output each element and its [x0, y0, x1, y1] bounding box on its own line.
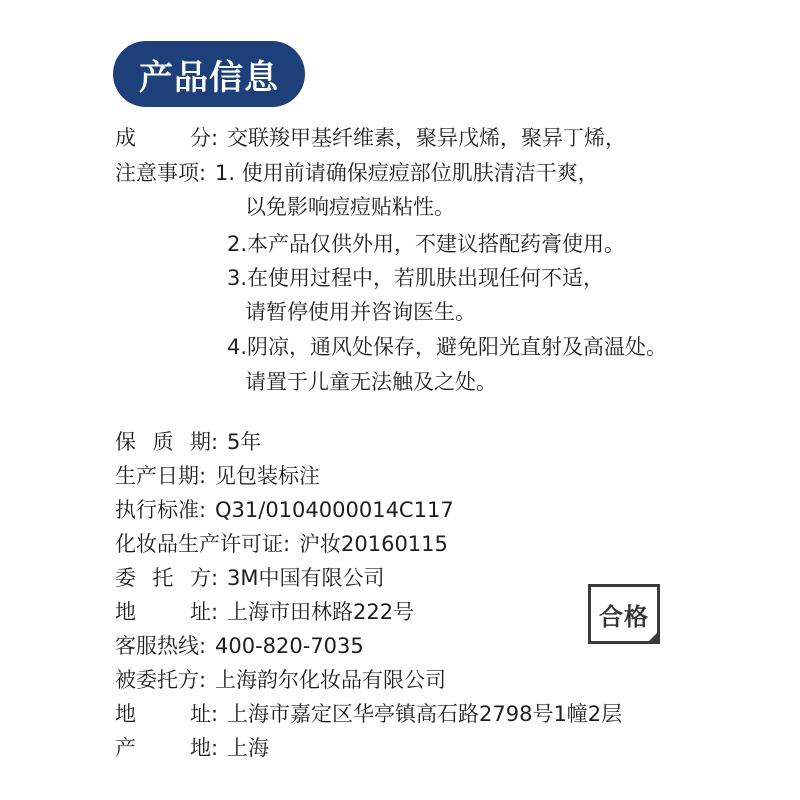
label-char: 方: [190, 566, 211, 590]
notes-line: 1. 使用前请确保痘痘部位肌肤清洁干爽，: [215, 161, 599, 185]
label-char: 期: [190, 430, 211, 454]
colon: :: [199, 464, 207, 488]
spec-label: [115, 561, 211, 595]
spec-row-hotline: [115, 629, 364, 663]
notes-line: 请置于儿童无法触及之处。: [245, 370, 497, 394]
colon: :: [199, 161, 207, 185]
label-char: 委: [115, 566, 136, 590]
label-char: 质: [152, 430, 174, 454]
spec-value: 见包装标注: [215, 464, 320, 488]
spec-label: [115, 595, 211, 629]
notes-line: 4.阴凉，通风处保存，避免阳光直射及高温处。: [227, 335, 668, 359]
label-char: 地: [115, 600, 136, 624]
section-title-pill: [113, 41, 305, 107]
spec-row-production-date: [115, 459, 320, 493]
spec-label: 生产日期: [115, 464, 199, 488]
spec-value: 3M中国有限公司: [227, 566, 385, 590]
spec-label: [115, 425, 211, 459]
section-title: 产品信息: [139, 57, 279, 98]
spec-value: 400-820-7035: [215, 634, 364, 658]
colon: :: [211, 566, 219, 590]
notes-line: 3.在使用过程中，若肌肤出现任何不适，: [227, 266, 605, 290]
spec-value: 上海市田林路222号: [227, 600, 415, 624]
spec-value: 沪妆20160115: [299, 532, 448, 556]
spec-row-shelf-life: [115, 425, 261, 459]
ingredients-row: [115, 121, 626, 155]
spec-row-address: [115, 595, 414, 629]
notes-row: [115, 156, 599, 190]
label-char: 址: [190, 600, 211, 624]
spec-label: [115, 731, 211, 765]
label-char: 地: [190, 736, 211, 760]
label-char: 保: [115, 430, 136, 454]
spec-label: 被委托方: [115, 668, 199, 692]
spec-value: 上海韵尔化妆品有限公司: [215, 668, 446, 692]
label-char: 托: [152, 566, 174, 590]
spec-value: 上海市嘉定区华亭镇高石路2798号1幢2层: [227, 702, 623, 726]
spec-value: Q31/0104000014C117: [215, 498, 454, 522]
spec-label: 化妆品生产许可证: [115, 532, 283, 556]
spec-row-client: [115, 561, 384, 595]
notes-line: 以免影响痘痘贴粘性。: [245, 195, 455, 219]
colon: :: [199, 498, 207, 522]
spec-row-license: [115, 527, 448, 561]
qualified-stamp: [588, 584, 660, 644]
ingredients-value: 交联羧甲基纤维素，聚异戊烯，聚异丁烯，: [227, 126, 626, 150]
colon: :: [211, 702, 219, 726]
stamp-corner-fold: [646, 630, 660, 644]
colon: :: [283, 532, 291, 556]
spec-label: [115, 697, 211, 731]
spec-value: 5年: [227, 430, 262, 454]
label-char: 产: [115, 736, 136, 760]
notes-line: 请暂停使用并咨询医生。: [245, 300, 476, 324]
colon: :: [199, 668, 207, 692]
label-char: 址: [190, 702, 211, 726]
colon: :: [211, 736, 219, 760]
notes-label: 注意事项: [115, 161, 199, 185]
label-char: 成: [115, 126, 136, 150]
colon: :: [211, 600, 219, 624]
label-char: 地: [115, 702, 136, 726]
spec-row-standard: [115, 493, 454, 527]
colon: :: [211, 430, 219, 454]
spec-label: 客服热线: [115, 634, 199, 658]
spec-label: 执行标准: [115, 498, 199, 522]
colon: :: [211, 126, 219, 150]
stamp-text: 合格: [599, 601, 649, 631]
spec-value: 上海: [227, 736, 269, 760]
colon: :: [199, 634, 207, 658]
spec-row-origin: [115, 731, 269, 765]
label-char: 分: [190, 126, 211, 150]
ingredients-label: [115, 121, 211, 155]
spec-row-manufacturer: [115, 663, 446, 697]
spec-row-manufacturer-address: [115, 697, 622, 731]
notes-line: 2.本产品仅供外用，不建议搭配药膏使用。: [227, 232, 626, 256]
